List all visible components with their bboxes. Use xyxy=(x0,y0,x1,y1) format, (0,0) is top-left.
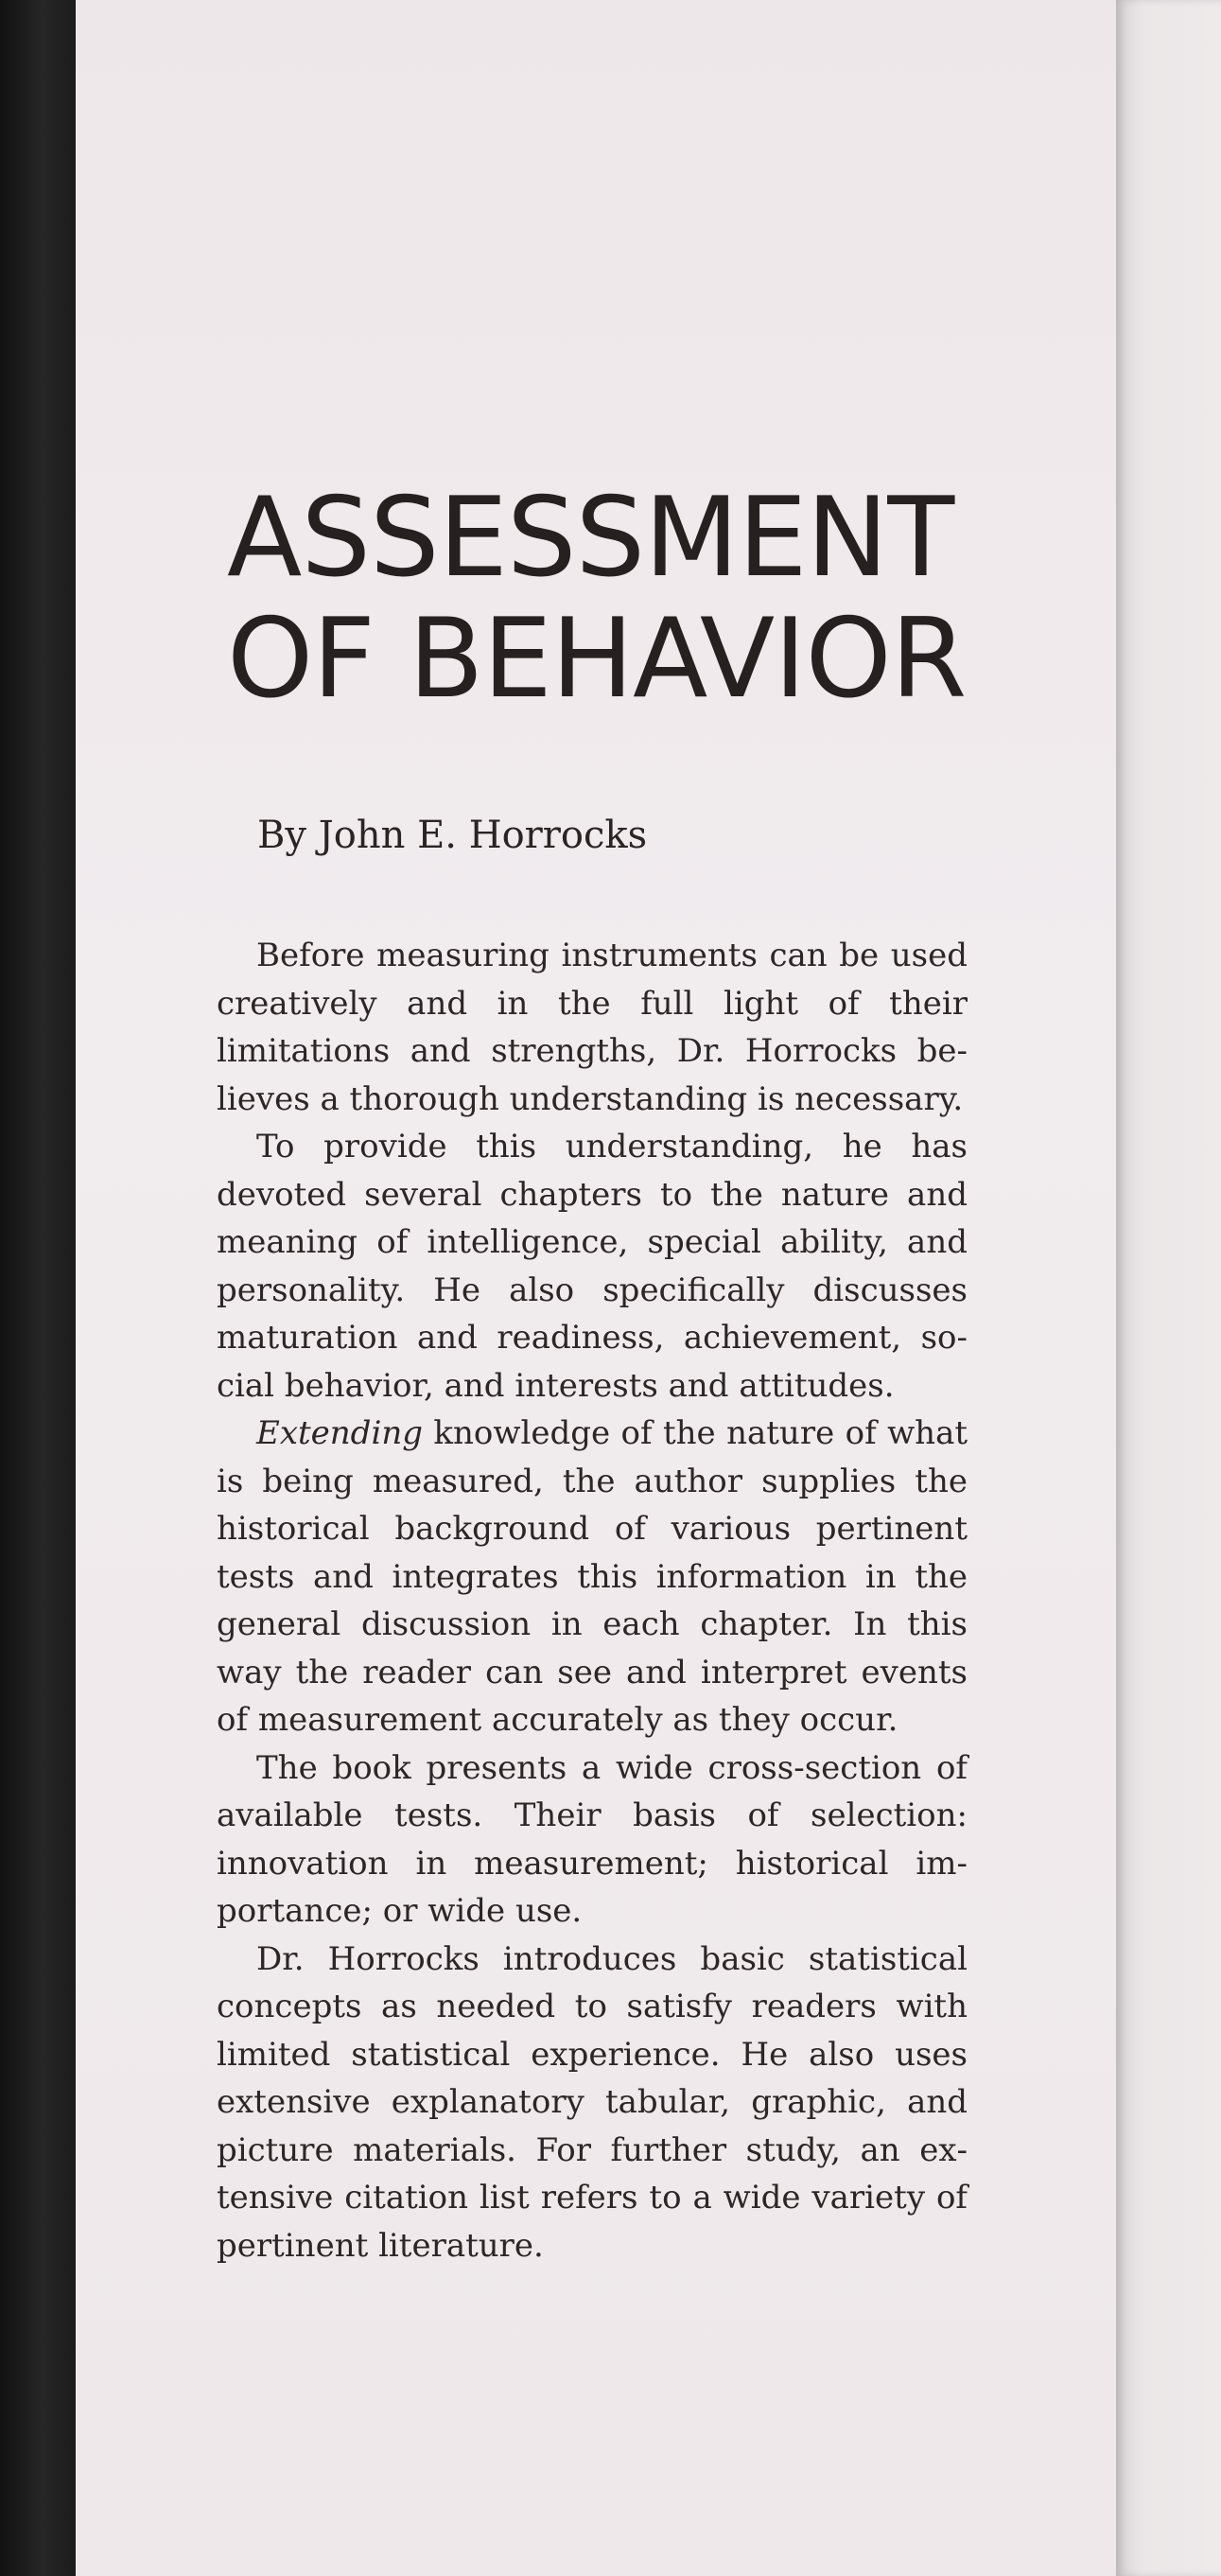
paragraph-4-text: The book presents a wide cross-section of available tests. Their basis of selection: innovation in measurement; historical importance; or wide use. xyxy=(217,1748,968,1930)
jacket-description xyxy=(217,932,968,2269)
paragraph-3-lead: Extending xyxy=(256,1414,423,1452)
paragraph-3 xyxy=(217,1410,968,1744)
paragraph-5-text: Dr. Horrocks introduces basic statistical concepts as needed to satisfy readers with limited statistical experience. He also uses extensive explanatory tabular, graphic, and picture materials. For further study, an extensive citation list refers to a wide variety of pertinent literature. xyxy=(217,1939,968,2265)
title-line-2: OF BEHAVIOR xyxy=(227,595,967,723)
paragraph-2-text: To provide this understanding, he has devoted several chapters to the nature and meaning of intelligence, special ability, and personality. He also specifically discusses maturation and readiness, achievement, social behavior, and interests and attitudes. xyxy=(217,1128,968,1405)
title-line-1: ASSESSMENT xyxy=(227,474,954,602)
back-page-edge xyxy=(1116,0,1221,2576)
paragraph-1 xyxy=(217,932,968,1123)
paragraph-4 xyxy=(217,1744,968,1936)
book-title xyxy=(227,474,967,723)
book-spine xyxy=(0,0,76,2576)
paragraph-3-text: knowledge of the nature of what is being measured, the author supplies the historical background of various pertinent tests and integrates this information in the general discussion in each chapter. In this way the reader can see and interpret events of measurement accurately as they occur. xyxy=(217,1414,968,1739)
paragraph-2 xyxy=(217,1123,968,1410)
author-byline: By John E. Horrocks xyxy=(257,814,648,857)
paragraph-1-text: Before measuring instruments can be used creatively and in the full light of their limitations and strengths, Dr. Horrocks believes a thorough understanding is necessary. xyxy=(217,937,968,1118)
paragraph-5 xyxy=(217,1936,968,2270)
